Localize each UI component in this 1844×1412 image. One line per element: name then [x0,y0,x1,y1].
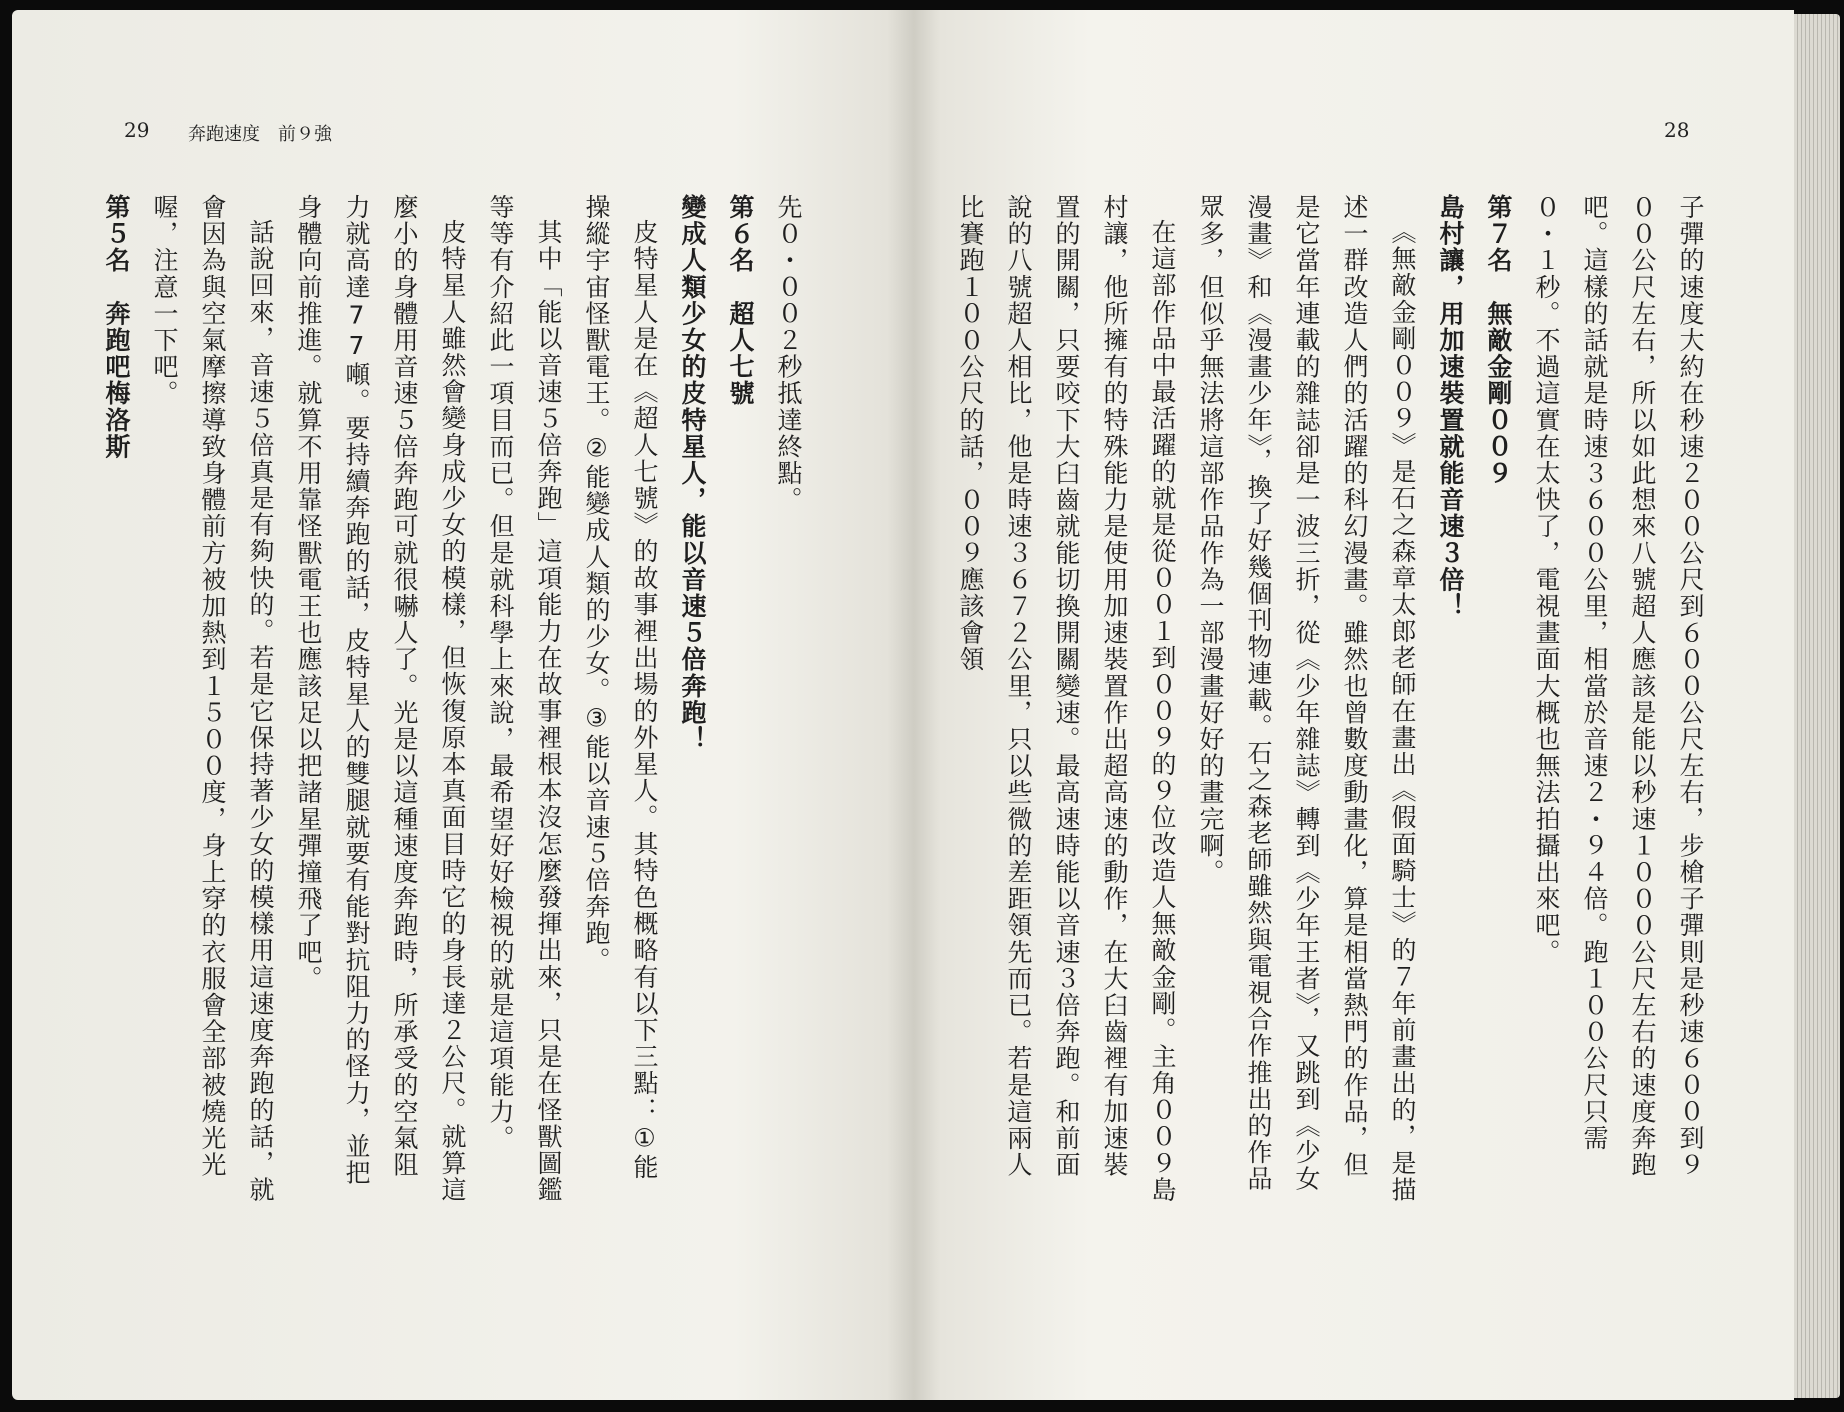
left-page [12,10,914,1400]
paragraph: 皮特星人是在《超人七號》的故事裡出場的外星人。其特色概略有以下三點：①能操縱宇宙怪獸電王。②能變成人類的少女。③能以音速５倍奔跑。 [582,194,659,1181]
left-running-header: 奔跑速度 前９強 [188,124,332,145]
left-page-number: 29 [124,118,150,142]
paragraph: 先０・００２秒抵達終點。 [774,194,803,514]
right-page-text [956,194,1714,1204]
paragraph: 在這部作品中最活躍的就是從００１到００９的９位改造人無敵金剛。主角００９島村讓，他所擁有的特殊能力是使用加速裝置作出超高速的動作，在大臼齒裡有加速裝置的開關，只要咬下大臼齒就能切換開關變速。最高速時能以音速３倍奔跑。和前面說的八號超人相比，他是時速３６７２公里，只以些微的差距領先而已。若是這兩人比賽跑１００公尺的話，００９應該會領 [956,194,1177,1204]
section-heading: 第５名 奔跑吧梅洛斯 [102,194,131,460]
paragraph: 話說回來，音速５倍真是有夠快的。若是它保持著少女的模樣用這速度奔跑的話，就會因為與空氣摩擦導致身體前方被加熱到１５００度，身上穿的衣服會全部被燒光光喔，注意一下吧。 [150,194,275,1204]
section-subheading: 變成人類少女的皮特星人，能以音速５倍奔跑！ [678,194,707,753]
section-subheading: 島村讓，用加速裝置就能音速３倍！ [1436,194,1465,620]
section-heading: 第７名 無敵金剛００９ [1484,194,1513,487]
paragraph: 其中「能以音速５倍奔跑」這項能力在故事裡根本沒怎麼發揮出來，只是在怪獸圖鑑等等有介紹此一項目而已。但是就科學上來說，最希望好好檢視的就是這項能力。 [486,194,563,1204]
section-heading: 第６名 超人七號 [726,194,755,407]
left-page-text [102,194,812,1204]
right-page [914,10,1794,1400]
paragraph: 《無敵金剛００９》是石之森章太郎老師在畫出《假面騎士》的７年前畫出的，是描述一群改造人們的活躍的科幻漫畫。雖然也曾數度動畫化，算是相當熱門的作品，但是它當年連載的雜誌卻是一波三折，從《少年雜誌》轉到《少年王者》，又跳到《少女漫畫》和《漫畫少年》，換了好幾個刊物連載。石之森老師雖然與電視合作推出的作品眾多，但似乎無法將這部作品作為一部漫畫好好的畫完啊。 [1196,194,1417,1204]
right-page-number: 28 [1664,118,1690,142]
paragraph: 子彈的速度大約在秒速２００公尺到６００公尺左右，步槍子彈則是秒速６００到９００公尺左右，所以如此想來八號超人應該是能以秒速１０００公尺左右的速度奔跑吧。這樣的話就是時速３６００公里，相當於音速２・９４倍。跑１００公尺只需０・１秒。不過這實在太快了，電視畫面大概也無法拍攝出來吧。 [1532,194,1705,1179]
page-edges [1794,14,1840,1398]
paragraph: 皮特星人雖然會變身成少女的模樣，但恢復原本真面目時它的身長達２公尺。就算這麼小的身體用音速５倍奔跑可就很嚇人了。光是以這種速度奔跑時，所承受的空氣阻力就高達77噸。要持續奔跑的話，皮特星人的雙腿就要有能對抗阻力的怪力，並把身體向前推進。就算不用靠怪獸電王也應該足以把諸星彈撞飛了吧。 [294,194,467,1204]
